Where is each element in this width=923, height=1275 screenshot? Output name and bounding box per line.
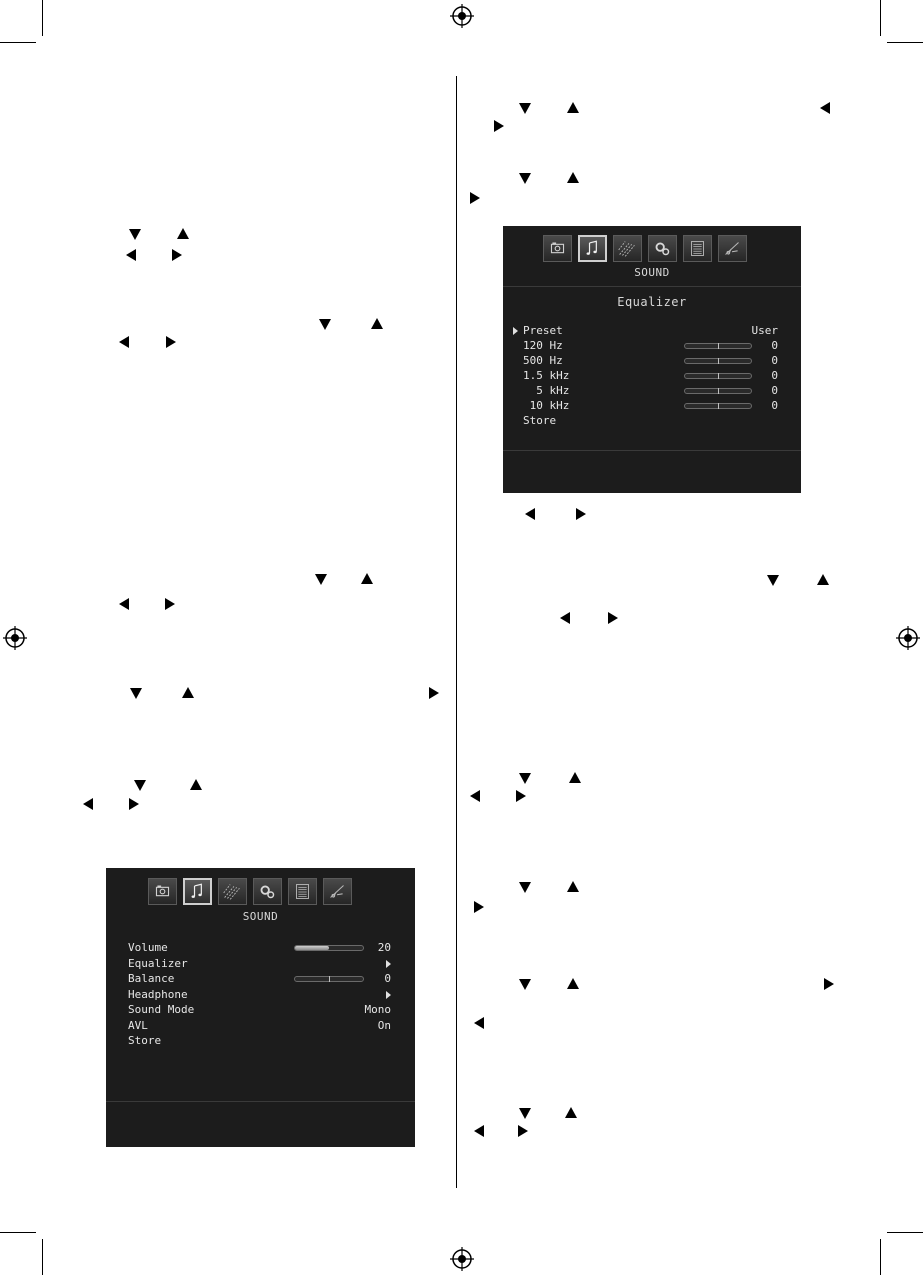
install-icon[interactable] xyxy=(648,235,677,262)
crop-mark xyxy=(0,1232,36,1233)
menu-item-value: 20 xyxy=(377,941,391,954)
left-arrow-icon xyxy=(558,611,572,625)
menu-item-store[interactable] xyxy=(106,1034,415,1048)
down-arrow-icon xyxy=(518,101,532,115)
menu-item-value: On xyxy=(377,1018,391,1032)
menu-item-label: Headphone xyxy=(128,987,188,1001)
menu-item-label: 1.5 kHz xyxy=(523,369,570,382)
menu-item-equalizer[interactable] xyxy=(106,957,415,971)
teletext-icon[interactable] xyxy=(683,235,712,262)
right-arrow-icon xyxy=(492,119,506,133)
left-arrow-icon xyxy=(523,507,537,521)
sound-icon[interactable] xyxy=(183,878,212,905)
source-icon[interactable] xyxy=(718,235,747,262)
balance-slider[interactable] xyxy=(684,358,752,364)
down-arrow-icon xyxy=(518,771,532,785)
picture-icon[interactable] xyxy=(148,878,177,905)
right-arrow-icon xyxy=(163,597,177,611)
registration-mark-icon xyxy=(896,626,920,650)
crop-mark xyxy=(42,1239,43,1275)
crop-mark xyxy=(887,1232,923,1233)
left-arrow-icon xyxy=(81,797,95,811)
menu-item-value: 0 xyxy=(771,399,778,412)
down-arrow-icon xyxy=(518,880,532,894)
right-arrow-icon xyxy=(822,977,836,991)
menu-item-label: Preset xyxy=(523,324,563,337)
menu-item-value: 0 xyxy=(771,339,778,352)
left-arrow-icon xyxy=(818,101,832,115)
menu-item-value: 0 xyxy=(384,972,391,985)
menu-item-label: 120 Hz xyxy=(523,339,563,352)
menu-footer-divider xyxy=(106,1101,415,1102)
down-arrow-icon xyxy=(766,573,780,587)
up-arrow-icon xyxy=(566,171,580,185)
menu-item-label: Store xyxy=(523,414,557,427)
up-arrow-icon xyxy=(189,778,203,792)
down-arrow-icon xyxy=(518,977,532,991)
right-arrow-icon xyxy=(127,797,141,811)
right-arrow-icon xyxy=(514,789,528,803)
balance-slider[interactable] xyxy=(684,373,752,379)
menu-item-sound-mode[interactable] xyxy=(106,1003,415,1017)
up-arrow-icon xyxy=(566,977,580,991)
left-arrow-icon xyxy=(117,597,131,611)
menu-item-volume[interactable] xyxy=(106,941,415,955)
feature-icon[interactable] xyxy=(218,878,247,905)
column-divider xyxy=(456,76,457,1188)
menu-item-value: 0 xyxy=(771,354,778,367)
left-arrow-icon xyxy=(117,335,131,349)
down-arrow-icon xyxy=(518,171,532,185)
menu-item-label: Equalizer xyxy=(128,956,188,970)
left-arrow-icon xyxy=(468,789,482,803)
teletext-icon[interactable] xyxy=(288,878,317,905)
crop-mark xyxy=(880,1239,881,1275)
menu-icon-bar xyxy=(148,878,352,905)
menu-title: SOUND xyxy=(634,266,670,279)
balance-slider[interactable] xyxy=(294,976,364,982)
submenu-title: Equalizer xyxy=(617,295,687,309)
crop-mark xyxy=(887,42,923,43)
menu-header-divider xyxy=(503,286,801,287)
menu-item-value: 0 xyxy=(771,384,778,397)
submenu-arrow-icon xyxy=(386,960,391,968)
menu-item-label: Balance xyxy=(128,972,175,985)
menu-item-label: 500 Hz xyxy=(523,354,563,367)
equalizer-menu-screen xyxy=(503,226,801,493)
menu-item-store[interactable] xyxy=(503,414,801,428)
menu-icon-bar xyxy=(543,235,747,262)
down-arrow-icon xyxy=(133,778,147,792)
level-slider[interactable] xyxy=(294,945,364,951)
balance-slider[interactable] xyxy=(684,403,752,409)
menu-footer-divider xyxy=(503,450,801,451)
right-arrow-icon xyxy=(574,507,588,521)
left-arrow-icon xyxy=(472,1016,486,1030)
right-arrow-icon xyxy=(170,248,184,262)
menu-item-500-hz[interactable] xyxy=(503,354,801,368)
picture-icon[interactable] xyxy=(543,235,572,262)
menu-item-1-5-khz[interactable] xyxy=(503,369,801,383)
up-arrow-icon xyxy=(564,1106,578,1120)
down-arrow-icon xyxy=(318,317,332,331)
right-arrow-icon xyxy=(164,335,178,349)
menu-item-label: Sound Mode xyxy=(128,1003,195,1016)
right-arrow-icon xyxy=(516,1124,530,1138)
menu-item-value: 0 xyxy=(771,369,778,382)
up-arrow-icon xyxy=(360,572,374,586)
balance-slider[interactable] xyxy=(684,388,752,394)
menu-title: SOUND xyxy=(242,910,279,923)
selection-caret-icon xyxy=(513,327,518,335)
menu-item-preset[interactable] xyxy=(503,324,801,338)
menu-item-headphone[interactable] xyxy=(106,988,415,1002)
menu-item-label: Volume xyxy=(128,941,168,954)
menu-item-120-hz[interactable] xyxy=(503,339,801,353)
menu-item-label: Store xyxy=(128,1034,162,1047)
menu-item-5-khz[interactable] xyxy=(503,384,801,398)
submenu-arrow-icon xyxy=(386,991,391,999)
down-arrow-icon xyxy=(129,686,143,700)
crop-mark xyxy=(880,0,881,36)
down-arrow-icon xyxy=(518,1106,532,1120)
sound-icon[interactable] xyxy=(578,235,607,262)
install-icon[interactable] xyxy=(253,878,282,905)
registration-mark-icon xyxy=(3,626,27,650)
feature-icon[interactable] xyxy=(613,235,642,262)
menu-item-label: 5 kHz xyxy=(523,384,570,397)
left-arrow-icon xyxy=(472,1124,486,1138)
crop-mark xyxy=(42,0,43,36)
up-arrow-icon xyxy=(566,101,580,115)
right-arrow-icon xyxy=(606,611,620,625)
up-arrow-icon xyxy=(568,771,582,785)
up-arrow-icon xyxy=(816,573,830,587)
menu-item-balance[interactable] xyxy=(106,972,415,986)
registration-mark-icon xyxy=(450,4,474,28)
right-arrow-icon xyxy=(472,900,486,914)
balance-slider[interactable] xyxy=(684,343,752,349)
menu-item-label: 10 kHz xyxy=(523,399,570,412)
down-arrow-icon xyxy=(314,572,328,586)
menu-item-avl[interactable] xyxy=(106,1019,415,1033)
down-arrow-icon xyxy=(128,227,142,241)
sound-menu-screen xyxy=(106,868,415,1147)
menu-item-value: User xyxy=(751,324,778,337)
right-arrow-icon xyxy=(468,191,482,205)
crop-mark xyxy=(0,42,36,43)
up-arrow-icon xyxy=(566,880,580,894)
up-arrow-icon xyxy=(370,317,384,331)
menu-item-value: Mono xyxy=(364,1003,391,1016)
menu-item-label: AVL xyxy=(128,1018,148,1032)
left-arrow-icon xyxy=(124,248,138,262)
up-arrow-icon xyxy=(176,227,190,241)
source-icon[interactable] xyxy=(323,878,352,905)
up-arrow-icon xyxy=(181,686,195,700)
menu-item-10-khz[interactable] xyxy=(503,399,801,413)
right-arrow-icon xyxy=(427,686,441,700)
registration-mark-icon xyxy=(450,1247,474,1271)
